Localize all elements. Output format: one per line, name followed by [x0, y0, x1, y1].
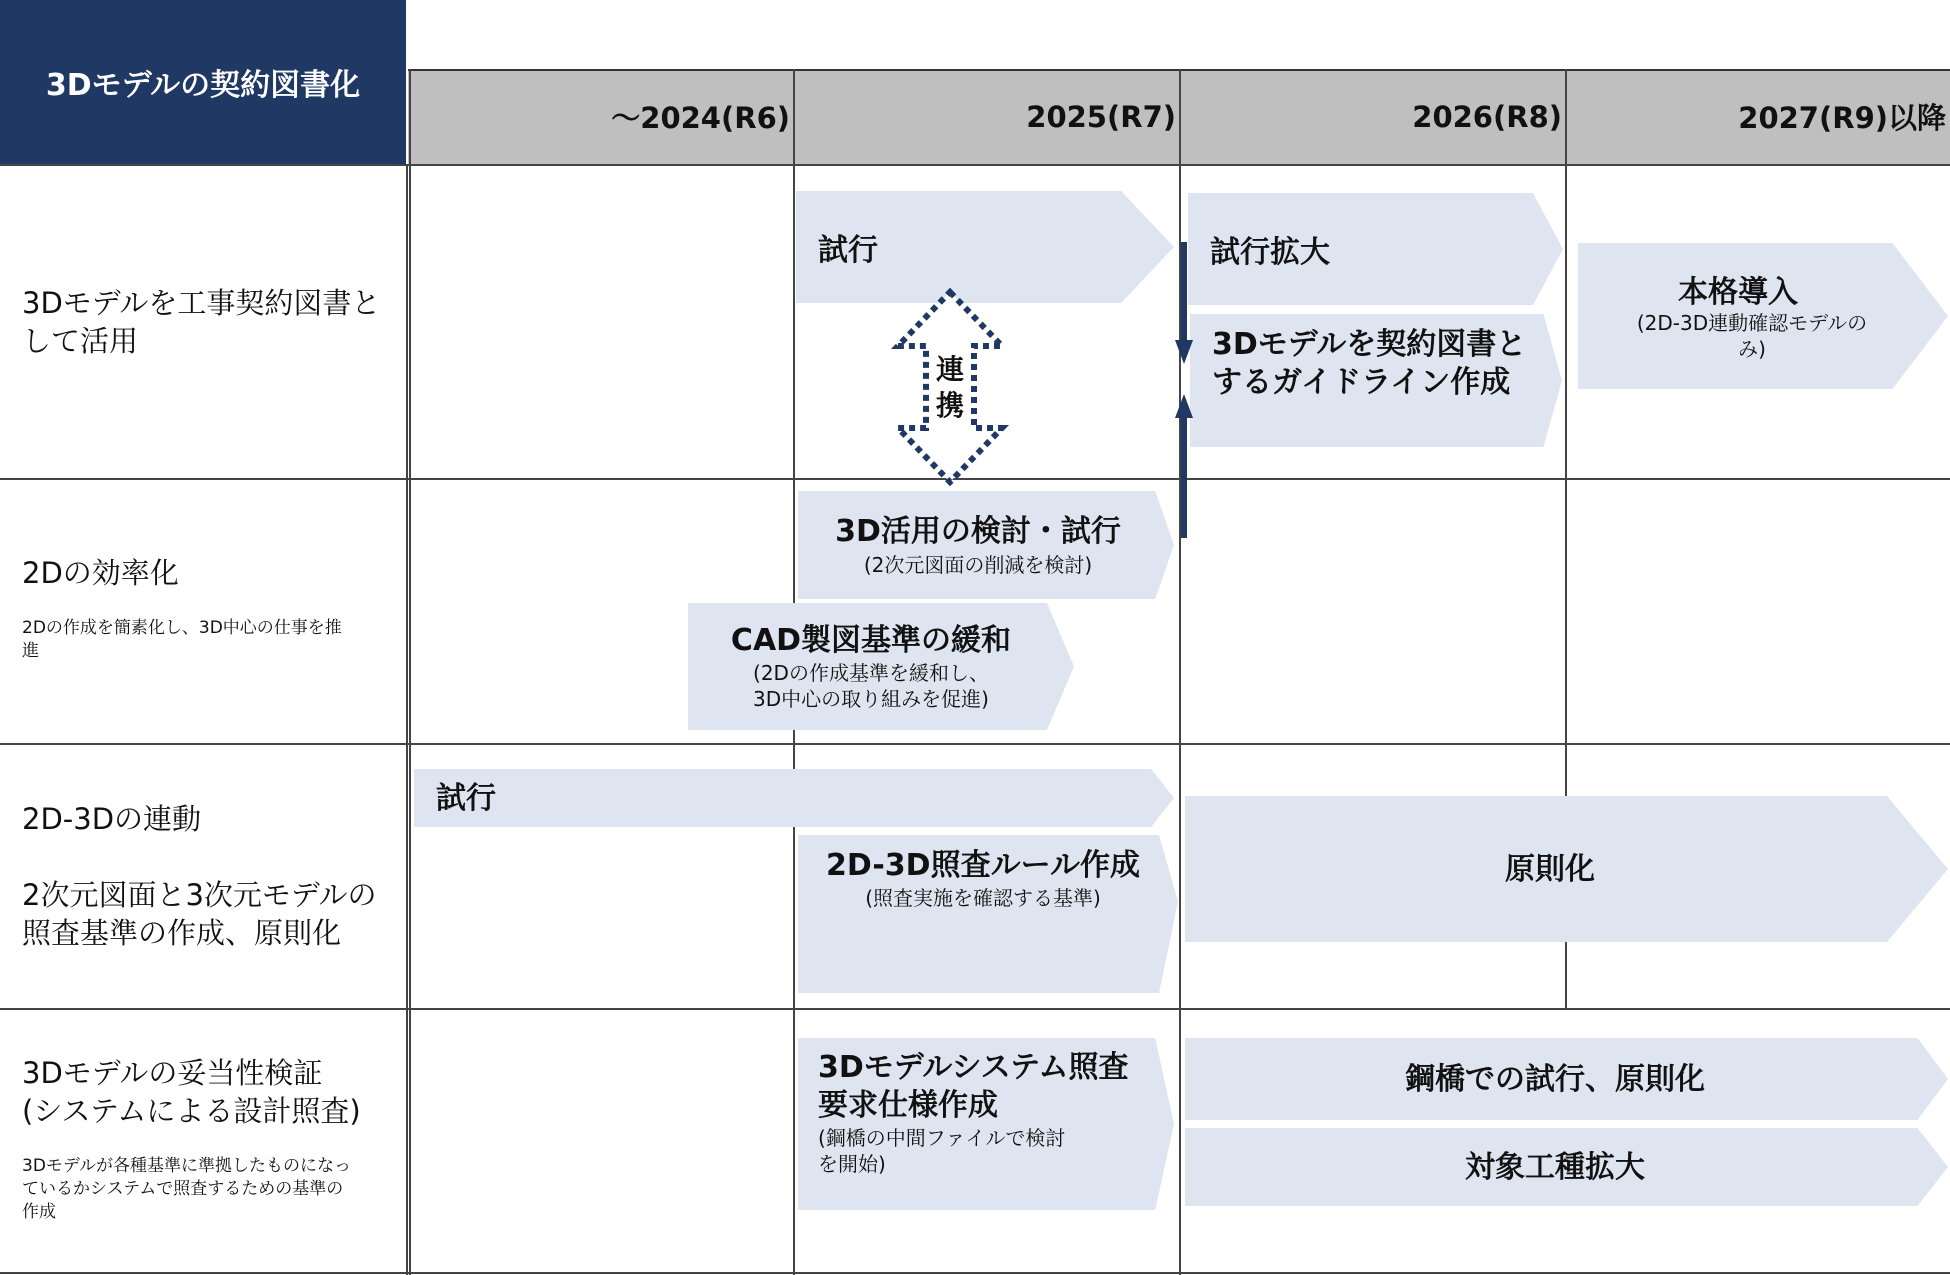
row-title-2d3d: 2D-3Dの連動 2次元図面と3次元モデルの 照査基準の作成、原則化	[22, 802, 377, 950]
row-title-validation: 3Dモデルの妥当性検証 (システムによる設計照査)	[22, 1056, 361, 1128]
arrow-r3-rule-sub: (照査実施を確認する基準)	[865, 886, 1101, 910]
year-r7: 2025(R7)	[1026, 99, 1176, 134]
arrow-r2-cad-sub: (2Dの作成基準を緩和し、 3D中心の取り組みを促進)	[753, 661, 989, 711]
grid-line	[409, 69, 411, 1275]
row-title-2d-efficiency: 2Dの効率化	[22, 556, 179, 590]
arrow-r4-spec-label: 3Dモデルシステム照査 要求仕様作成	[818, 1050, 1129, 1123]
year-r6: ～2024(R6)	[611, 101, 790, 135]
row-sub-validation: 3Dモデルが各種基準に準拠したものになっ ているかシステムで照査するための基準の 作成	[22, 1156, 352, 1222]
arrow-r4-spec-sub: (鋼橋の中間ファイルで検討 を開始)	[818, 1126, 1066, 1176]
year-r9: 2027(R9)以降	[1738, 101, 1946, 135]
row-title-contract: 3Dモデルを工事契約図書と して活用	[22, 286, 381, 358]
year-r8: 2026(R8)	[1412, 99, 1562, 134]
arrow-r2-cad-label: CAD製図基準の緩和	[730, 623, 1012, 658]
arrow-r1-trial-label: 試行	[818, 233, 878, 268]
arrow-r3-principle-label: 原則化	[1505, 852, 1595, 887]
link-label: 連 携	[935, 353, 964, 422]
grid-line	[0, 164, 1950, 166]
arrow-r2-study-label: 3D活用の検討・試行	[835, 514, 1121, 549]
arrow-r4-expand-label: 対象工種拡大	[1465, 1150, 1645, 1185]
arrow-r3-trial-label: 試行	[436, 781, 496, 816]
grid-line	[0, 743, 1950, 745]
grid-line	[0, 1272, 1950, 1274]
connector-arrows-icon	[1172, 240, 1200, 540]
grid-line	[406, 164, 408, 1275]
arrow-r1-guideline-label: 3Dモデルを契約図書と するガイドライン作成	[1212, 327, 1527, 400]
arrow-r1-full-label: 本格導入	[1678, 275, 1798, 310]
arrow-r2-study-sub: (2次元図面の削減を検討)	[863, 553, 1093, 577]
arrow-r4-steel-label: 鋼橋での試行、原則化	[1405, 1062, 1705, 1097]
arrow-r3-rule-label: 2D-3D照査ルール作成	[826, 848, 1140, 883]
row-sub-2d-efficiency: 2Dの作成を簡素化し、3D中心の仕事を推 進	[22, 618, 342, 661]
arrow-r3-trial	[414, 769, 1174, 827]
arrow-r1-expand-label: 試行拡大	[1210, 235, 1330, 270]
grid-line	[0, 1008, 1950, 1010]
diagram-title: 3Dモデルの契約図書化	[0, 0, 406, 164]
arrow-r1-full-sub: (2D-3D連動確認モデルの み)	[1636, 311, 1868, 361]
